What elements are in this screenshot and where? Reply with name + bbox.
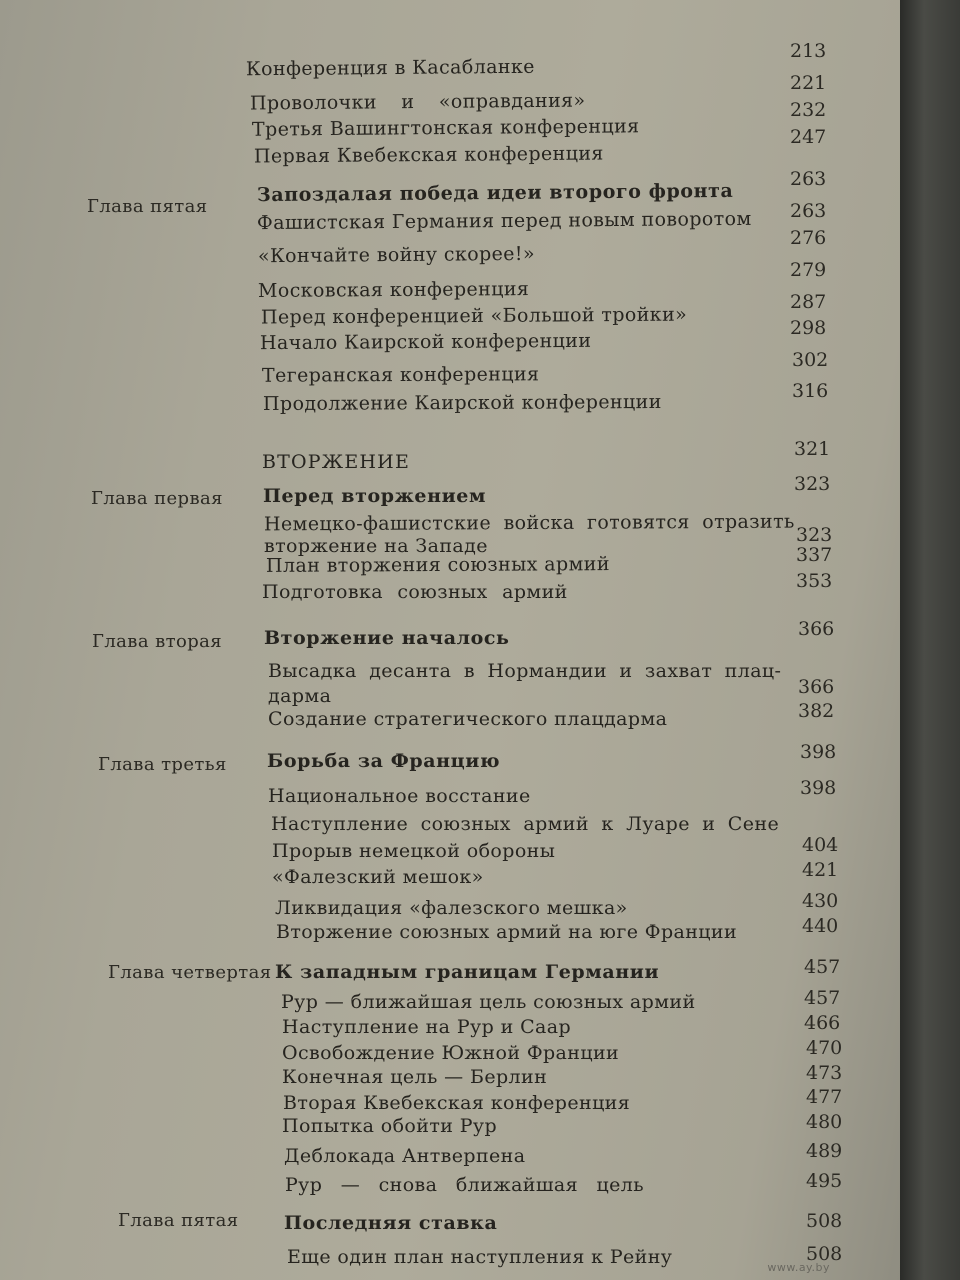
toc-entry: Фашистская Германия перед новым поворотом: [256, 207, 752, 235]
toc-entry: Перед конференцией «Большой тройки»: [260, 303, 688, 329]
page-number: 221: [790, 72, 827, 94]
toc-entry: Третья Вашингтонская конференция: [251, 115, 640, 141]
toc-entry: Рур — ближайшая цель союзных армий: [281, 991, 696, 1013]
page-number: 398: [800, 741, 837, 763]
toc-entry: «Кончайте войну скорее!»: [257, 242, 536, 268]
chapter-label: Глава третья: [98, 754, 227, 775]
toc-entry: Проволочки и «оправдания»: [249, 89, 586, 115]
toc-entry: Немецко-фашистские войска готовятся отразить: [263, 510, 795, 536]
page-number: 279: [790, 259, 827, 281]
page-number: 477: [806, 1086, 843, 1108]
page-number: 276: [790, 227, 827, 249]
toc-entry: Начало Каирской конференции: [259, 329, 592, 355]
toc-entry: Создание стратегического плацдарма: [268, 708, 668, 730]
chapter-label: Глава вторая: [92, 631, 223, 652]
page-number: 466: [804, 1012, 841, 1034]
page-number: 323: [794, 473, 831, 495]
chapter-label: Глава пятая: [118, 1210, 239, 1231]
toc-entry: Вторжение союзных армий на юге Франции: [276, 921, 738, 943]
page-number: 287: [790, 291, 827, 313]
page-number: 337: [796, 544, 833, 566]
toc-entry: Попытка обойти Рур: [282, 1115, 498, 1137]
toc-entry: Наступление союзных армий к Луаре и Сене: [271, 813, 780, 835]
page-number: 316: [792, 380, 829, 402]
page-number: 489: [806, 1140, 843, 1162]
page-number: 473: [806, 1062, 843, 1084]
page-number: 421: [802, 859, 839, 881]
page-number: 247: [790, 126, 827, 148]
page-number: 213: [790, 40, 827, 62]
page-number: 457: [804, 956, 841, 978]
toc-entry: Первая Квебекская конференция: [253, 142, 604, 168]
book-spine-shadow: [900, 0, 960, 1280]
chapter-title: Вторжение началось: [264, 627, 510, 649]
page-number: 470: [806, 1037, 843, 1059]
chapter-title: Перед вторжением: [263, 485, 487, 507]
toc-entry: Высадка десанта в Нормандии и захват плац-: [268, 660, 782, 682]
page-number: 480: [806, 1111, 843, 1133]
toc-entry: «Фалезский мешок»: [272, 866, 484, 888]
toc-entry: Рур — снова ближайшая цель: [285, 1174, 644, 1196]
toc-entry: Вторая Квебекская конференция: [283, 1092, 631, 1114]
part-title: ВТОРЖЕНИЕ: [262, 451, 411, 473]
chapter-title: К западным границам Германии: [275, 961, 660, 983]
toc-entry: Продолжение Каирской конференции: [262, 390, 662, 416]
page-number: 382: [798, 700, 835, 722]
page-number: 302: [792, 349, 829, 371]
page-number: 457: [804, 987, 841, 1009]
toc-entry: дарма: [268, 685, 332, 707]
chapter-title: Запоздалая победа идеи второго фронта: [256, 179, 734, 207]
toc-entry: Еще один план наступления к Рейну: [287, 1246, 673, 1268]
page-number: 232: [790, 99, 827, 121]
page-number: 440: [802, 915, 839, 937]
toc-entry: Национальное восстание: [268, 785, 531, 807]
chapter-label: Глава пятая: [87, 196, 208, 217]
chapter-label: Глава четвертая: [108, 962, 272, 983]
page-number: 366: [798, 676, 835, 698]
page-number: 398: [800, 777, 837, 799]
toc-entry: Подготовка союзных армий: [262, 581, 568, 603]
toc-entry: Деблокада Антверпена: [284, 1145, 526, 1167]
toc-entry: вторжение на Западе: [264, 535, 488, 557]
toc-entry: Московская конференция: [257, 278, 530, 302]
chapter-title: Борьба за Францию: [267, 750, 501, 772]
toc-entry: Наступление на Рур и Саар: [282, 1016, 572, 1038]
toc-entry: Конференция в Касабланке: [245, 55, 535, 81]
page-number: 353: [796, 570, 833, 592]
page-number: 323: [796, 524, 833, 546]
chapter-label: Глава первая: [91, 488, 223, 509]
page-number: 366: [798, 618, 835, 640]
toc-entry: Ликвидация «фалезского мешка»: [275, 897, 628, 919]
toc-entry: Тегеранская конференция: [261, 363, 540, 387]
chapter-title: Последняя ставка: [284, 1212, 498, 1234]
page-number: 430: [802, 890, 839, 912]
toc-entry: Конечная цель — Берлин: [282, 1066, 548, 1088]
page-number: 508: [806, 1243, 843, 1265]
page-number: 404: [802, 834, 839, 856]
page-number: 298: [790, 317, 827, 339]
watermark: www.ay.by: [767, 1261, 830, 1274]
toc-entry: План вторжения союзных армий: [265, 553, 610, 577]
toc-entry: Освобождение Южной Франции: [282, 1042, 620, 1064]
page-number: 495: [806, 1170, 843, 1192]
page-number: 263: [790, 168, 827, 190]
page-number: 321: [794, 438, 831, 460]
page-number: 508: [806, 1210, 843, 1232]
toc-entry: Прорыв немецкой обороны: [272, 840, 556, 862]
page-number: 263: [790, 200, 827, 222]
